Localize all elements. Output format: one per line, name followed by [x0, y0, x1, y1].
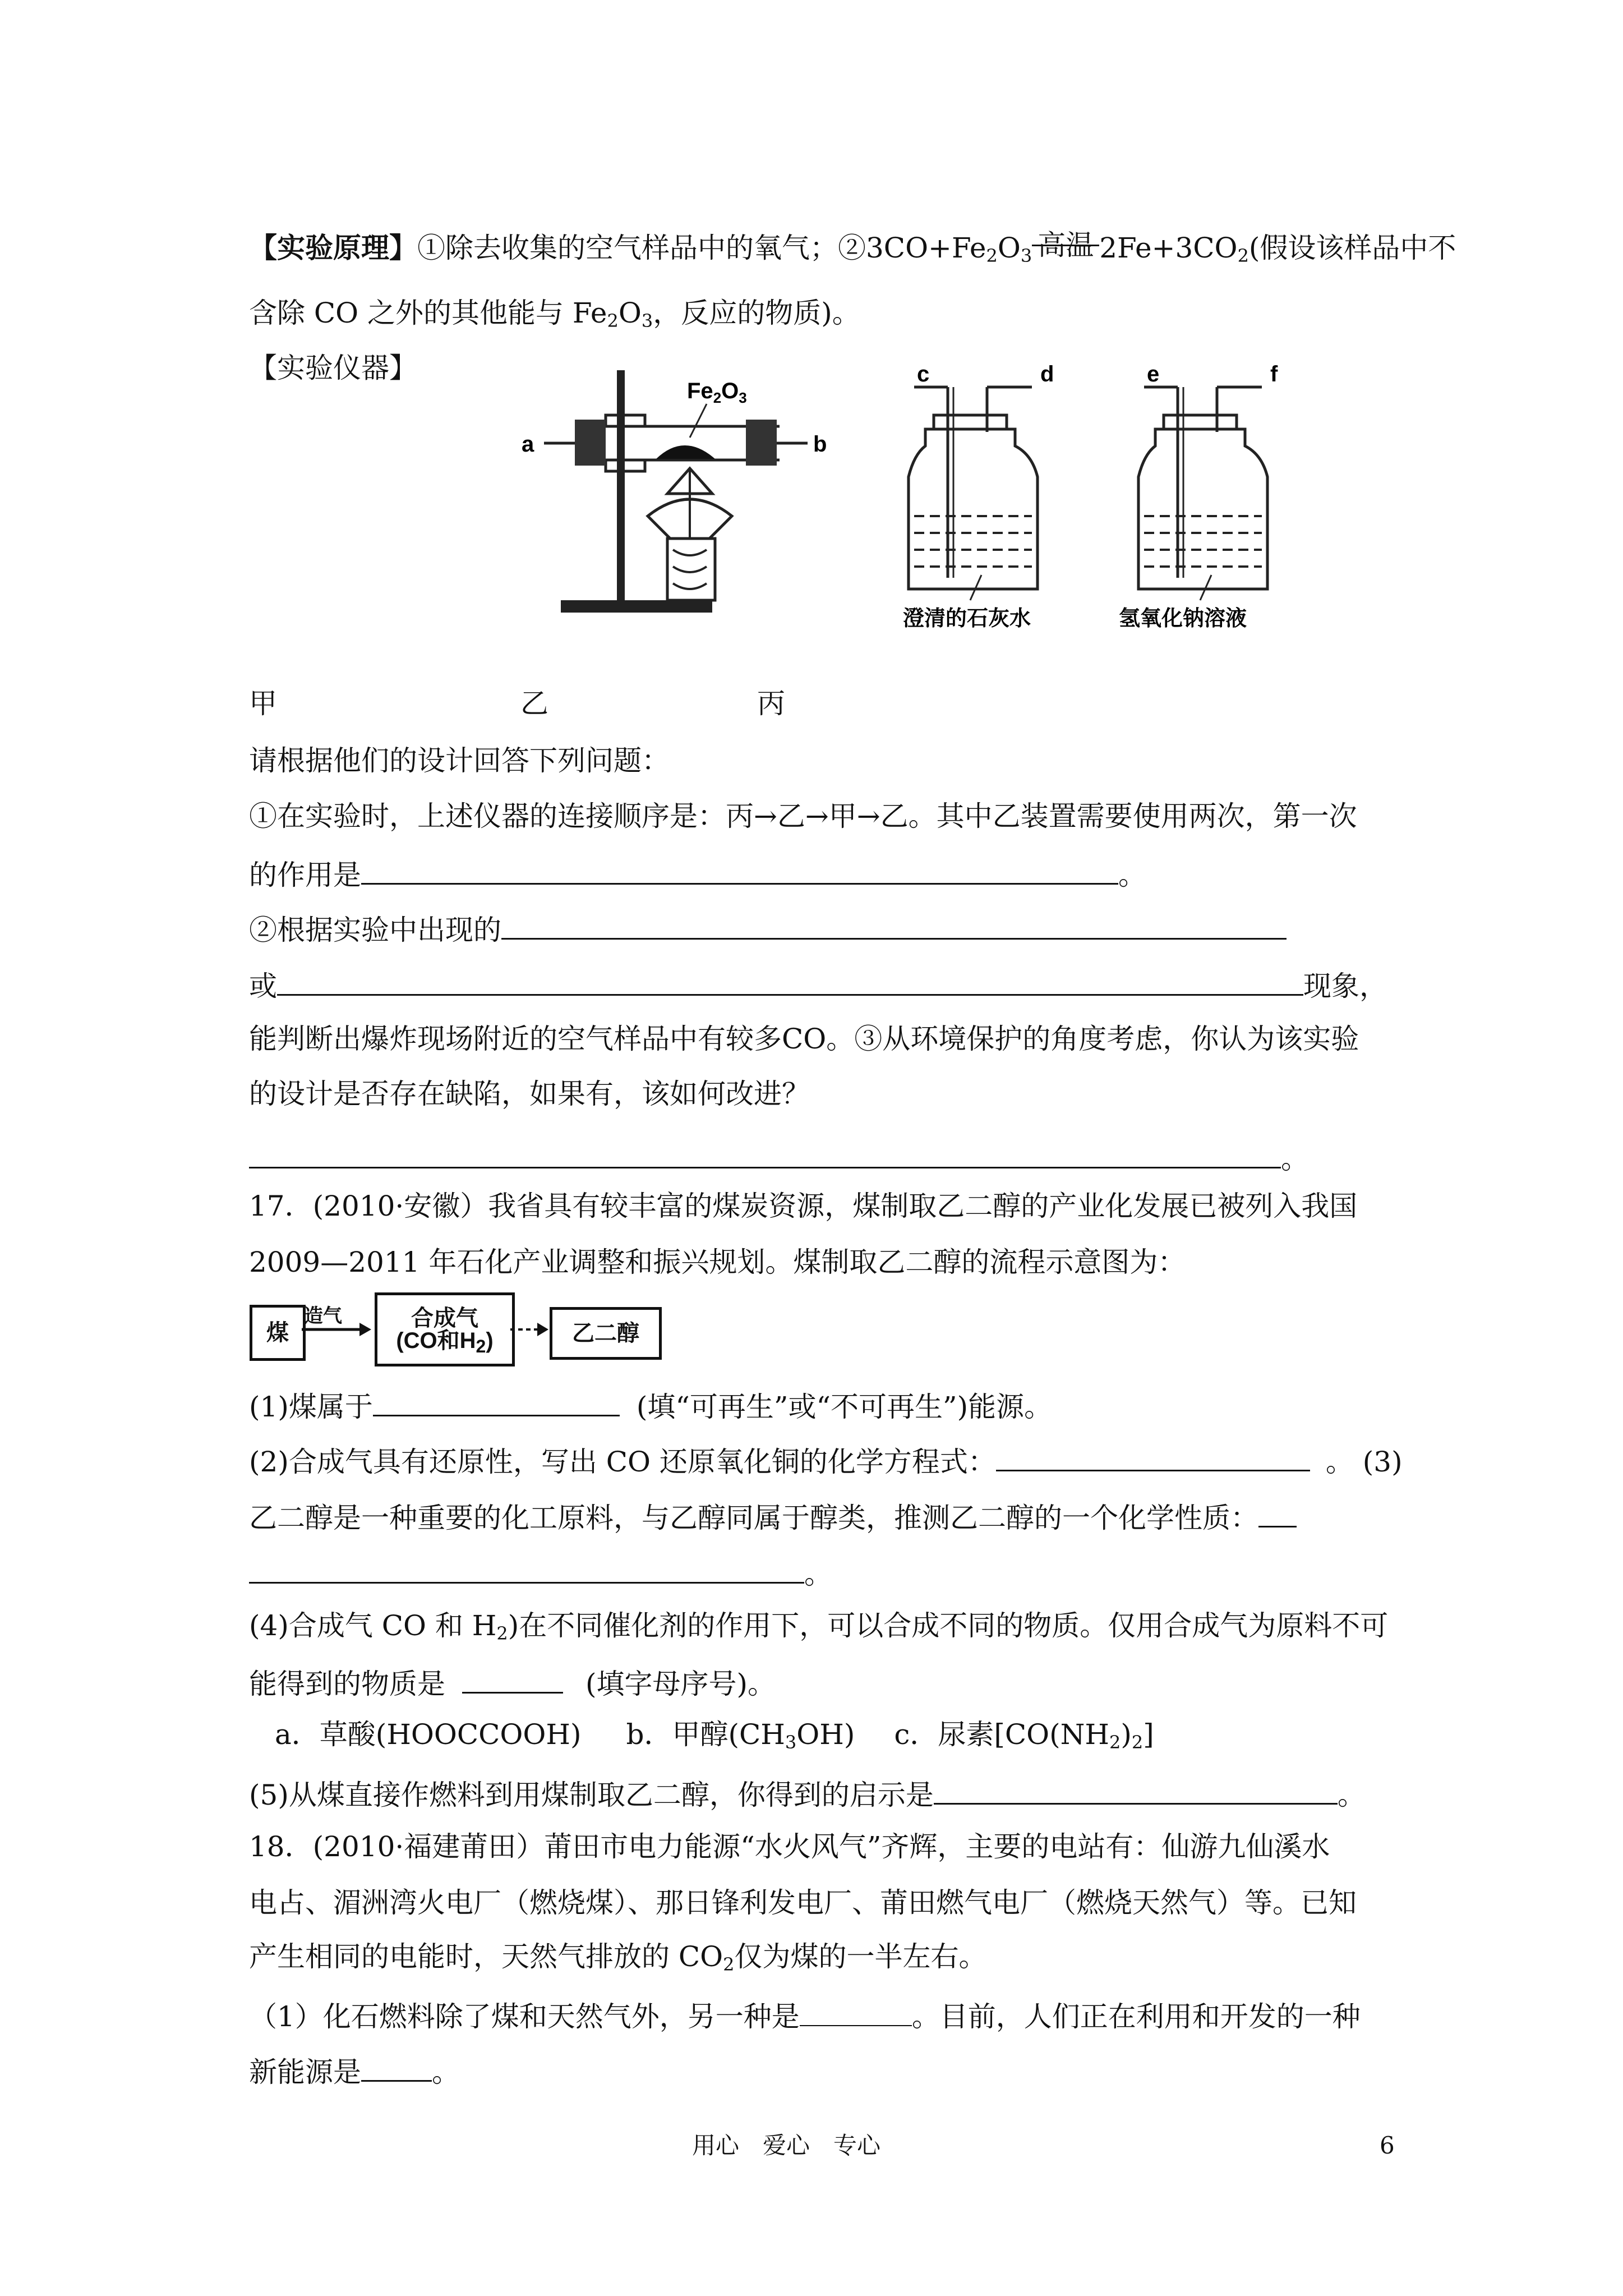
flow-glycol-box: 乙二醇	[550, 1307, 662, 1360]
q18-line2: 电占、湄洲湾火电厂（燃烧煤）、那日锋利发电厂、莆田燃气电厂（燃烧天然气）等。已知	[249, 1887, 1357, 1919]
q18-line3: 产生相同的电能时，天然气排放的 $CO_2$仅为煤的一半左右。	[249, 1940, 987, 1975]
answer-blank-8[interactable]	[462, 1664, 563, 1694]
q16-p2-line2: 或 现象，	[249, 966, 1387, 1003]
answer-blank-7b[interactable]	[249, 1554, 804, 1584]
fig-label-d: d	[1040, 362, 1054, 386]
q17-p1: (1)煤属于 (填“可再生”或“不可再生”)能源。	[249, 1387, 1052, 1424]
q16-p3-line1: 能判断出爆炸现场附近的空气样品中有较多CO。③从环境保护的角度考虑，你认为该实验	[249, 1023, 1359, 1055]
option-b: b．甲醇$(CH_3OH)$	[626, 1718, 855, 1753]
fig-label-f: f	[1270, 362, 1278, 386]
answer-blank-10[interactable]	[800, 1997, 912, 2026]
flow-syngas-box: 合成气 (CO和$H_2$)	[375, 1292, 515, 1366]
caption-bing: 丙	[757, 687, 785, 720]
flow-arrow-label: 造气	[304, 1305, 342, 1327]
flow-coal-box: 煤	[250, 1305, 306, 1361]
fig-label-limewater: 澄清的石灰水	[903, 607, 1031, 631]
q16-p1-line2: 的作用是 。	[249, 855, 1146, 892]
caption-yi: 乙	[520, 687, 548, 720]
q16-p2-line1: ②根据实验中出现的	[249, 910, 1287, 947]
q17-p5: (5)从煤直接作燃料到用煤制取乙二醇，你得到的启示是 。	[249, 1775, 1366, 1812]
page-number: 6	[1380, 2132, 1395, 2159]
instrument-heading: 【实验仪器】	[249, 352, 417, 384]
flow-arrow-2	[510, 1313, 550, 1346]
fig-label-fe2o3: $Fe_2O_3$	[687, 379, 747, 406]
principle-line-2: 含除 CO 之外的其他能与 $Fe_2O_3$，反应的物质)。	[249, 297, 860, 332]
option-c: c．尿素$[CO(NH_2)_2]$	[894, 1718, 1154, 1753]
answer-blank-7a[interactable]	[1258, 1498, 1297, 1527]
flow-arrow-1	[301, 1313, 374, 1346]
answer-blank-6[interactable]	[996, 1442, 1310, 1471]
principle-line-1: 【实验原理】①除去收集的空气样品中的氧气；$②3CO+Fe_2O_3$ 高温 $2Fe+3CO_2$(假设该样品中不	[249, 229, 1456, 266]
q17-p3-line1: 乙二醇是一种重要的化工原料，与乙醇同属于醇类，推测乙二醇的一个化学性质：	[249, 1498, 1297, 1535]
caption-jia: 甲	[249, 687, 277, 720]
q17-p3-line2: 。	[249, 1554, 832, 1591]
fig-label-naoh: 氢氧化钠溶液	[1119, 607, 1247, 631]
q17-p2: (2)合成气具有还原性，写出 CO 还原氧化铜的化学方程式： 。 (3)	[249, 1442, 1403, 1479]
q16-p3-line3: 。	[249, 1139, 1309, 1176]
q16-intro: 请根据他们的设计回答下列问题：	[249, 744, 670, 777]
q16-p3-line2: 的设计是否存在缺陷，如果有，该如何改进？	[249, 1078, 810, 1110]
answer-blank-3[interactable]	[277, 966, 1303, 996]
q17-p4-line2: 能得到的物质是 (填字母序号)。	[249, 1664, 776, 1701]
answer-blank-9[interactable]	[934, 1775, 1338, 1805]
apparatus-bing	[1119, 362, 1278, 631]
q18-p1-line1: （1）化石燃料除了煤和天然气外，另一种是 。目前，人们正在利用和开发的一种	[249, 1997, 1361, 2033]
answer-blank-5[interactable]	[373, 1387, 620, 1416]
fig-label-a: a	[522, 432, 534, 457]
answer-blank-11[interactable]	[361, 2052, 432, 2082]
fig-label-c: c	[917, 362, 930, 386]
footer-motto: 用心 爱心 专心	[692, 2132, 881, 2159]
q17-line2: 2009—2011 年石化产业调整和振兴规划。煤制取乙二醇的流程示意图为：	[249, 1246, 1186, 1278]
apparatus-yi	[903, 362, 1054, 631]
apparatus-jia	[522, 370, 827, 613]
reaction-condition: 高温	[1032, 256, 1099, 257]
q18-p1-line2: 新能源是 。	[249, 2052, 460, 2089]
answer-blank-1[interactable]	[361, 855, 1118, 885]
q17-options	[275, 1718, 1154, 1751]
q17-line1: 17．(2010·安徽）我省具有较丰富的煤炭资源，煤制取乙二醇的产业化发展已被列入我国	[249, 1190, 1358, 1222]
q17-p4-line1: (4)合成气 CO 和 $H_2$)在不同催化剂的作用下，可以合成不同的物质。仅用合成气为原料不可	[249, 1609, 1389, 1644]
answer-blank-2[interactable]	[501, 910, 1287, 940]
option-a: a．草酸(HOOCCOOH)	[275, 1718, 582, 1751]
apparatus-figure	[522, 353, 1340, 645]
fig-label-e: e	[1147, 362, 1160, 386]
q16-p1-line1: ①在实验时，上述仪器的连接顺序是：丙→乙→甲→乙。其中乙装置需要使用两次，第一次	[249, 800, 1357, 832]
principle-heading: 【实验原理】	[249, 231, 417, 264]
q18-line1: 18．(2010·福建莆田）莆田市电力能源“水火风气”齐辉，主要的电站有：仙游九仙溪水	[249, 1830, 1330, 1863]
fig-label-b: b	[813, 432, 827, 457]
answer-blank-4[interactable]	[249, 1139, 1281, 1168]
